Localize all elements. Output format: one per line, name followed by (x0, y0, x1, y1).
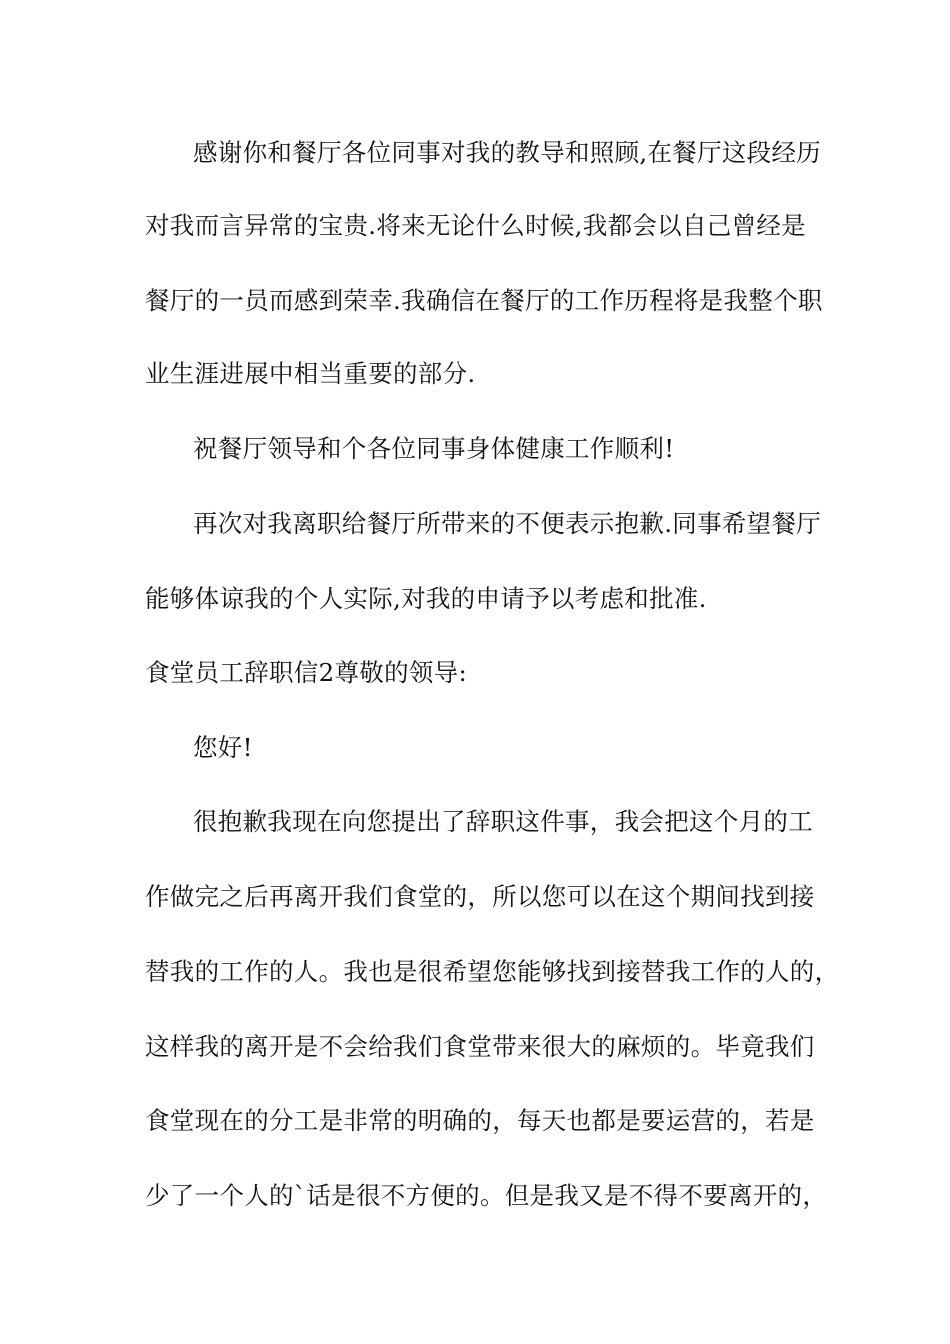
paragraph-line: 业生涯进展中相当重要的部分. (145, 359, 476, 388)
paragraph-line: 感谢你和餐厅各位同事对我的教导和照顾,在餐厅这段经历 (193, 138, 822, 167)
paragraph-line: 祝餐厅领导和个各位同事身体健康工作顺利! (193, 434, 675, 463)
paragraph-line: 这样我的离开是不会给我们食堂带来很大的麻烦的。毕竟我们 (145, 1032, 815, 1061)
paragraph-line: 替我的工作的人。我也是很希望您能够找到接替我工作的人的， (145, 957, 840, 986)
paragraph-line: 餐厅的一员而感到荣幸.我确信在餐厅的工作历程将是我整个职 (145, 286, 823, 315)
paragraph-line: 作做完之后再离开我们食堂的，所以您可以在这个期间找到接 (145, 882, 815, 911)
paragraph-line: 能够体谅我的个人实际,对我的申请予以考虑和批准. (145, 584, 707, 613)
paragraph-line: 食堂现在的分工是非常的明确的，每天也都是要运营的，若是 (145, 1106, 815, 1135)
paragraph-line: 很抱歉我现在向您提出了辞职这件事，我会把这个月的工 (193, 807, 813, 836)
paragraph-line: 对我而言异常的宝贵.将来无论什么时候,我都会以自己曾经是 (145, 211, 806, 240)
section-heading-line: 食堂员工辞职信2尊敬的领导: (145, 658, 468, 687)
paragraph-line: 少了一个人的`话是很不方便的。但是我又是不得不要离开的， (145, 1181, 828, 1210)
paragraph-line: 再次对我离职给餐厅所带来的不便表示抱歉.同事希望餐厅 (193, 509, 822, 538)
greeting-line: 您好! (193, 733, 253, 762)
